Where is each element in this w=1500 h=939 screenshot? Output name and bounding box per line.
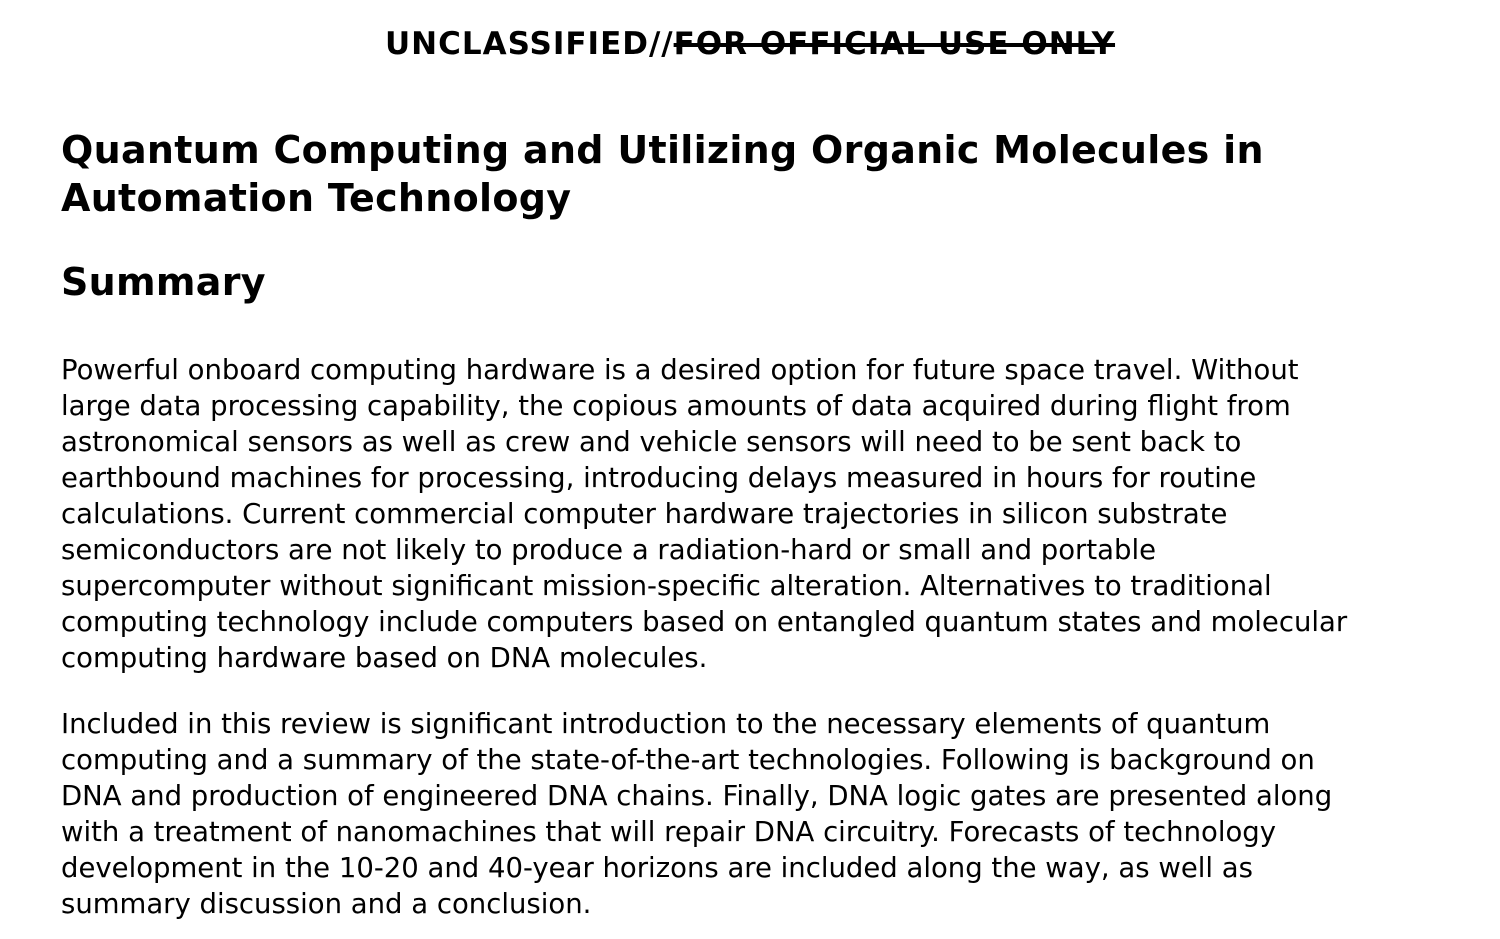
- paragraph-line: calculations. Current commercial computer hardware trajectories in silicon substrate: [61, 498, 1228, 530]
- paragraph-line: computing hardware based on DNA molecules.: [61, 642, 708, 674]
- paragraph-line: computing technology include computers based on entangled quantum states and molecular: [61, 606, 1348, 638]
- paragraph-line: earthbound machines for processing, introducing delays measured in hours for routine: [61, 462, 1257, 494]
- summary-paragraph-2: [61, 706, 1332, 922]
- document-title-line: Quantum Computing and Utilizing Organic Molecules in: [61, 128, 1264, 172]
- paragraph-line: DNA and production of engineered DNA chains. Finally, DNA logic gates are presented along: [61, 780, 1333, 812]
- classification-label: UNCLASSIFIED//: [384, 26, 674, 62]
- paragraph-line: supercomputer without significant mission-specific alteration. Alternatives to traditional: [61, 570, 1272, 602]
- classification-struck-marking: FOR OFFICIAL USE ONLY: [673, 26, 1116, 62]
- summary-paragraph-1: [61, 352, 1347, 676]
- paragraph-line: Included in this review is significant introduction to the necessary elements of quantum: [61, 708, 1271, 740]
- paragraph-line: large data processing capability, the copious amounts of data acquired during flight from: [61, 390, 1291, 422]
- paragraph-line: semiconductors are not likely to produce a radiation-hard or small and portable: [61, 534, 1157, 566]
- summary-heading: Summary: [61, 260, 266, 304]
- paragraph-line: computing and a summary of the state-of-the-art technologies. Following is background on: [61, 744, 1315, 776]
- paragraph-line: with a treatment of nanomachines that will repair DNA circuitry. Forecasts of technology: [61, 816, 1277, 848]
- paragraph-line: summary discussion and a conclusion.: [61, 888, 592, 920]
- document-title-line: Automation Technology: [61, 176, 572, 220]
- document-title: [61, 126, 1461, 222]
- paragraph-line: astronomical sensors as well as crew and vehicle sensors will need to be sent back to: [61, 426, 1242, 458]
- paragraph-line: Powerful onboard computing hardware is a desired option for future space travel. Without: [61, 354, 1299, 386]
- paragraph-line: development in the 10-20 and 40-year horizons are included along the way, as well as: [61, 852, 1253, 884]
- classification-banner: [0, 24, 1500, 64]
